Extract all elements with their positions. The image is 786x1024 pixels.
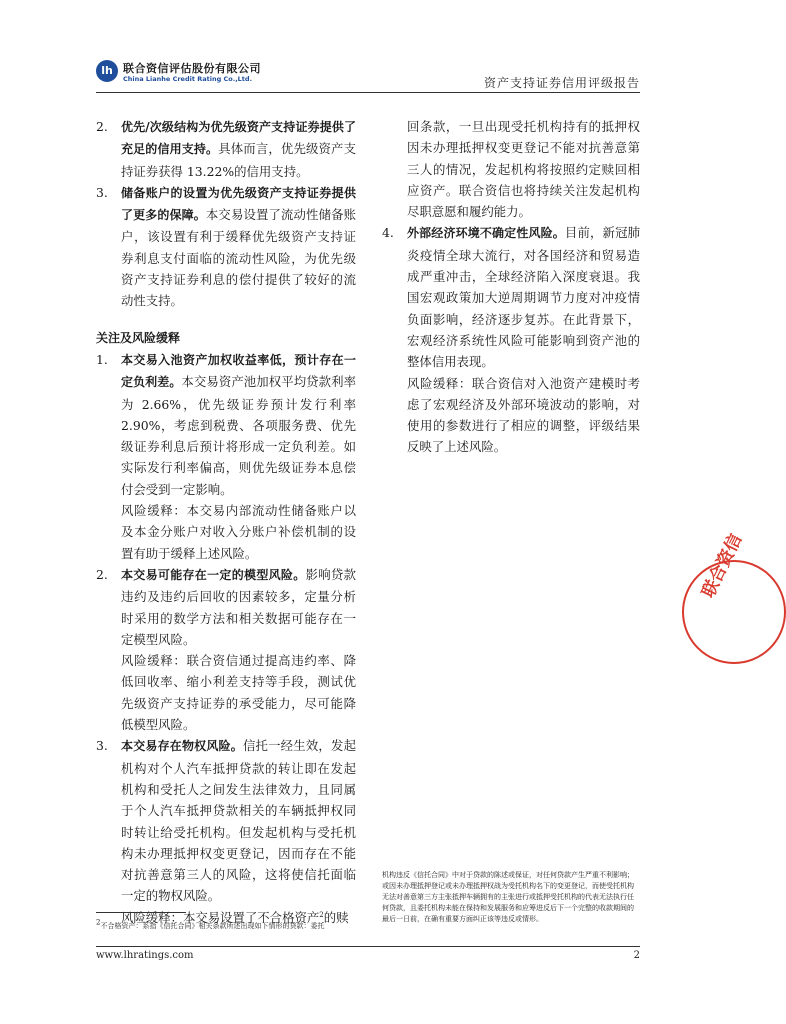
list-item [382,222,640,457]
item-text [121,349,356,564]
list-item [96,349,356,564]
company-seal-stamp [682,531,786,664]
item-number: 1. [96,351,108,367]
item-text [121,735,356,928]
company-name-cn: 联合资信评估股份有限公司 [123,62,261,75]
item-heading: 优先/次级结构为优先级资产支持证券提供了充足的信用支持。 [121,120,356,157]
right-column [382,116,640,458]
footnote-text: 不合格资产：系指《信托合同》相关条款所述出现如下情形的贷款：委托 [100,922,325,930]
item-text [121,182,356,312]
seal-text: 联合资信 [698,531,747,601]
footnote [96,918,358,931]
item-body: 本交易资产池加权平均贷款利率为 2.66%，优先级证券预计发行利率 2.90%，考虑到税费、各项服务费、优先级证券利息后预计将形成一定负利差。如实际发行利率偏高，则优先级证券本息偿付会受到一定影响。 [121,374,356,497]
left-column [96,116,356,928]
risk-mitigation: 风险缓释：联合资信通过提高违约率、降低回收率、缩小利差支持等手段，测试优先级资产支持证券的承受能力，尽可能降低模型风险。 [121,653,356,733]
item-heading: 本交易存在物权风险。 [121,739,243,754]
item-heading: 本交易入池资产加权收益率低，预计存在一定负利差。 [121,352,356,390]
report-title: 资产支持证券信用评级报告 [483,76,640,90]
footnote-marker: 2 [96,918,101,927]
item-heading: 本交易可能存在一定的模型风险。 [121,567,306,582]
mitigation-text: 风险缓释：本交易设置了不合格资产 [121,909,320,925]
item-number: 4. [382,225,394,241]
list-item [96,182,356,312]
footer-url-link[interactable]: www.lhratings.com [96,950,194,961]
list-item [96,564,356,735]
item-number: 3. [96,184,108,200]
mitigation-text-end: 的赎 [323,909,349,925]
item-body: 影响贷款违约及违约后回收的因素较多，定量分析时采用的数学方法和相关数据可能存在一定模型风险。 [121,566,356,647]
risk-mitigation: 风险缓释：联合资信对入池资产建模时考虑了宏观经济及外部环境波动的影响，对使用的参数进行了相应的调整，评级结果反映了上述风险。 [407,375,640,455]
item-text [121,564,356,735]
footnote-continuation: 机构违反《信托合同》中对于贷款的陈述或保证，对任何贷款产生严重不利影响；或因未办理抵押登记或未办理抵押权战为受托机构名下的变更登记，而使受托机构无法对善意第三方主张抵押车辆拥有的主张进行或抵押受托机构的代表无法执行任何贷款，且委托机构未能在保持和发展服务和应筹进反后下一个完整的收款期间的最后一日前，在确有重要方面纠正该等违反或情形。 [382,871,634,923]
item-number: 2. [96,566,108,582]
header-divider [96,92,640,93]
company-name-en: China Lianhe Credit Rating Co.,Ltd. [123,75,253,83]
item-body: 本交易设置了流动性储备账户，该设置有利于缓释优先级资产支持证券利息支付面临的流动性风险，为优先级资产支持证券利息的偿付提供了较好的流动性支持。 [121,207,356,309]
footer-divider [96,946,640,947]
item-text [121,116,356,182]
item-heading: 外部经济环境不确定性风险。 [407,226,565,241]
continued-paragraph: 回条款，一旦出现受托机构持有的抵押权因未办理抵押权变更登记不能对抗善意第三人的情况，发起机构将按照约定赎回相应资产。联合资信也将持续关注发起机构尽职意愿和履约能力。 [407,119,640,220]
footnote-ref[interactable]: 2 [319,910,324,919]
item-heading: 储备账户的设置为优先级资产支持证券提供了更多的保障。 [121,185,356,223]
list-item [96,116,356,182]
item-text [407,222,640,457]
company-logo: lh [96,60,118,82]
risk-mitigation: 风险缓释：本交易内部流动性储备账户以及本金分账户对收入分账户补偿机制的设置有助于缓释上述风险。 [121,503,356,561]
section-title: 关注及风险缓释 [96,330,181,345]
page-number: 2 [633,950,640,961]
item-body: 具体而言，优先级资产支持证券获得 13.22%的信用支持。 [121,141,356,179]
item-body: 目前，新冠肺炎疫情全球大流行，对各国经济和贸易造成严重冲击，全球经济陷入深度衰退。我国宏观政策加大逆周期调节力度对冲疫情负面影响，经济逐步复苏。在此背景下，宏观经济系统性风险可能影响到资产池的整体信用表现。 [407,225,640,370]
item-number: 3. [96,738,108,754]
item-body: 信托一经生效，发起机构对个人汽车抵押贷款的转让即在发起机构和受托人之间发生法律效力，且同属于个人汽车抵押贷款相关的车辆抵押权同时转让给受托机构。但发起机构与受托机构未办理抵押权变更登记，因而存在不能对抗善意第三人的风险，这将使信托面临一定的物权风险。 [121,738,356,904]
item-number: 2. [96,119,108,134]
list-item [96,735,356,928]
footnote-divider [96,912,186,913]
